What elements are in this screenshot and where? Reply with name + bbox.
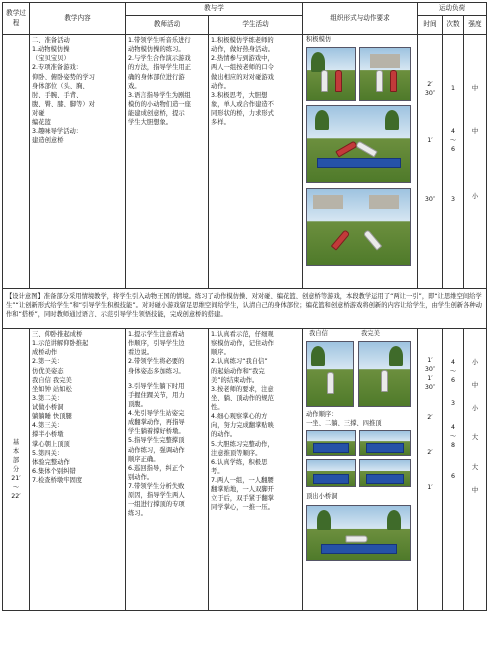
text-line: 手握住踝关节，用力 — [128, 391, 185, 399]
text-line: 两人一组按老师的口令 — [211, 64, 274, 72]
text-line: 6.集体个别纠错 — [32, 467, 76, 475]
text-line: 试做小桥洞 — [32, 404, 64, 411]
text-line: 模仿的小动物们造一座 — [128, 100, 191, 108]
part2-content — [30, 329, 126, 611]
text-line: 3.积极思考，大胆想 — [211, 91, 268, 99]
part1-teacher — [126, 35, 209, 289]
text-line: 多样。 — [211, 119, 230, 127]
text-line: 对碰 — [32, 110, 45, 117]
text-line: 同学掌心，一推一压。 — [211, 504, 274, 512]
text-line: 6.认真学练，积极思 — [211, 458, 268, 466]
text-line: 象，单人或合作建造不 — [211, 100, 274, 108]
header-time: 时间 — [418, 16, 443, 35]
text-line: 的动作。 — [211, 431, 237, 439]
part1-stage — [3, 35, 30, 289]
text-line: 性。 — [211, 404, 224, 411]
text-line: 做出相应的对对碰游戏 — [211, 73, 274, 81]
text-line: 肘、手腕、手背、 — [32, 91, 83, 99]
photo-caption: 积极模仿 — [306, 36, 332, 43]
text-line: 仰卧、俯卧姿势的学习 — [32, 73, 95, 81]
text-line: 1.积极模仿学练老师的 — [211, 37, 274, 44]
order-label: 动作顺序： — [306, 411, 338, 418]
text-line: 体验完整动作 — [32, 458, 70, 466]
part1-org-photos — [303, 35, 418, 289]
photo-caption: 顶出小桥洞 — [306, 493, 338, 500]
photo-imitation-2 — [359, 47, 411, 101]
time-value: 1′ — [427, 357, 433, 364]
text-line: 1.提示学生注意看动 — [128, 331, 185, 338]
header-load: 运动负荷 — [418, 3, 487, 16]
time-value: 1′ — [427, 483, 433, 491]
text-line: 5.指导学生完整撑顶 — [128, 437, 185, 445]
text-line: 2.专项准备游戏： — [32, 64, 83, 72]
intensity-value: 小 — [471, 359, 479, 366]
text-line: 3.趣味导学活动： — [32, 128, 83, 136]
text-line: 2.第一关： — [32, 358, 64, 366]
photo-caption: 我自信 — [309, 330, 328, 337]
intensity-value: 中 — [471, 85, 479, 92]
text-line: 1.认真看示范，仔细观 — [211, 331, 274, 338]
text-line: 1.示范讲解仰卧推起 — [32, 340, 89, 348]
text-line: 3.第二关： — [32, 394, 64, 402]
count-value: 3 — [450, 195, 455, 203]
count-value: 6 — [450, 472, 455, 480]
text-line: 戏。 — [128, 82, 141, 90]
count-value: 3 — [450, 400, 455, 408]
text-line: 学生躺着撑好桥墩。 — [128, 428, 185, 436]
text-line: 5.第四关： — [32, 449, 64, 457]
time-value: 30″ — [424, 384, 436, 392]
count-value: 1 — [450, 85, 455, 92]
count-value: 6 — [450, 377, 455, 385]
text-line: 翻掌贴地，一人双脚开 — [211, 486, 274, 494]
part2-time — [418, 329, 443, 611]
text-line: 撑半小桥墩 — [32, 431, 64, 439]
header-content: 教学内容 — [30, 3, 126, 35]
text-line: 顶腹。 — [128, 400, 147, 408]
part1-intensity — [464, 35, 487, 289]
intensity-value: 大 — [471, 434, 479, 442]
text-line: 的起始动作和“我完 — [211, 367, 265, 375]
text-line: 3.引导学生躺下时用 — [128, 382, 185, 390]
stage-char: 基 — [12, 438, 20, 446]
text-line: 身体姿态多加练习。 — [128, 367, 185, 375]
text-line: 原因，指导学生两人 — [128, 492, 185, 500]
part1-content — [30, 35, 126, 289]
part2-student — [209, 329, 303, 611]
photo-bridge — [306, 505, 411, 561]
text-line: 学生大胆想象。 — [128, 119, 173, 127]
text-line: 动作练习，强调动作 — [128, 446, 185, 454]
intensity-value: 小 — [471, 193, 479, 201]
text-line: 3.语言指导学生为剧组 — [128, 91, 191, 99]
text-line: 1.动物模仿操 — [32, 46, 70, 54]
part2-count — [443, 329, 464, 611]
text-line: 一组进行撑顶的专项 — [128, 501, 185, 509]
text-line: 坐如钟 站如松 — [32, 385, 72, 393]
time-value: 30″ — [424, 196, 436, 204]
text-line: 注意推顶等顺序。 — [211, 449, 262, 457]
photo-step-lie — [359, 430, 411, 456]
text-line: 身体部位（头、胸、 — [32, 82, 89, 90]
text-line: 建造创意桥 — [32, 137, 64, 145]
photo-step-support — [306, 459, 356, 487]
count-value: 8 — [450, 441, 455, 449]
text-line: 察模仿动作，记住动作 — [211, 340, 274, 348]
part1-count — [443, 35, 464, 289]
text-line: 成翻掌动作，再指导 — [128, 419, 185, 427]
time-value: 1′ — [427, 137, 433, 145]
design-intent-note: 【设计意图】准备部分采用情境教学，将学生引入动物王国的情境。练习了动作模仿操、对对碰、编花篮、创意桥等游戏，本段教学运用了“两让一引”，即“让思维空间给学生”“让创新形式给学生”和“引导学生积极技能”。对对碰小游戏留足思维空间给学生，认清自己的身体部位；编花篮和创意桥游戏将创新的内容让给学生，由学生创新各种动作和“搭桥”，同时教师通过语言、示范引导学生领悟技能，完成创意桥的搭建。 — [3, 289, 487, 329]
order-steps: 一坐、二躺、三撑、四推顶 — [306, 420, 382, 427]
time-value: 1′ — [427, 375, 433, 383]
photo-step-push — [359, 459, 411, 487]
stage-char: 本 — [12, 447, 20, 455]
text-line: 7.两人一组，一人翻腰 — [211, 477, 274, 484]
text-line: （宝贝宝贝） — [32, 55, 70, 63]
text-line: 坐、躺、顶动作的规范 — [211, 394, 274, 402]
photo-imitation-1 — [306, 47, 356, 101]
text-line: 2.热情参与到游戏中， — [211, 55, 274, 63]
text-line: 躺躺睡 快顶腿 — [32, 413, 72, 421]
count-value: 4 — [450, 423, 455, 431]
text-line: 成桥动作 — [32, 349, 58, 357]
intensity-value: 中 — [471, 128, 479, 136]
intensity-value: 中 — [471, 382, 479, 390]
stage-char: ～ — [12, 484, 20, 492]
text-line: 练习。 — [128, 510, 147, 518]
header-teach-learn: 教与学 — [126, 3, 303, 16]
header-teacher: 教师活动 — [126, 16, 209, 35]
text-line: 3.按老师的要求，注意 — [211, 385, 274, 393]
time-value: 30″ — [424, 90, 436, 98]
count-value: 4 — [450, 128, 455, 136]
text-line: 确的身体部位进行游 — [128, 73, 185, 81]
text-line: 5.大胆练习完整动作， — [211, 440, 274, 448]
text-line: 2.带领学生将必要的 — [128, 358, 185, 366]
stage-char: 部 — [12, 456, 20, 464]
text-line: 腹、臀、膝、脚等）对 — [32, 100, 95, 108]
text-line: 二、准备活动 — [32, 37, 70, 44]
text-line: 4.细心观察掌心的方 — [211, 413, 268, 421]
count-value: 4 — [450, 359, 455, 366]
text-line: 向，努力完成翻掌贴映 — [211, 422, 274, 430]
text-line: 三、仰卧推起成桥 — [32, 331, 83, 338]
text-line: 仿优美姿态 — [32, 367, 64, 375]
text-line: 2.与学生合作演示游戏 — [128, 55, 191, 63]
part2-intensity — [464, 329, 487, 611]
intensity-value: 中 — [471, 486, 479, 494]
photo-creative-bridge — [306, 188, 411, 266]
lesson-plan-table — [2, 2, 487, 611]
count-value: ～ — [449, 137, 457, 145]
intensity-value: 大 — [471, 463, 479, 471]
intensity-value: 小 — [471, 405, 479, 413]
text-line: 4.第三关： — [32, 422, 64, 430]
text-line: 作顺序，引导学生边 — [128, 340, 185, 348]
photo-posture-2 — [358, 341, 411, 407]
text-line: 1.带领学生听音乐进行 — [128, 37, 191, 44]
header-intensity: 强度 — [464, 16, 487, 35]
part2-org-photos — [303, 329, 418, 611]
text-line: 顺序正确。 — [128, 455, 160, 463]
header-org: 组织形式与动作要求 — [303, 3, 418, 35]
count-value: 6 — [450, 146, 455, 154]
part2-stage — [3, 329, 30, 611]
text-line: 的方法，指导学生用正 — [128, 64, 191, 72]
text-line: 7.检查桥墩牢固度 — [32, 477, 83, 484]
photo-pair-game — [306, 105, 411, 183]
text-line: 能建成创意桥，提示 — [128, 110, 185, 117]
stage-char: 22′ — [11, 493, 21, 501]
time-value: 30″ — [424, 366, 436, 374]
text-line: 立于后，双手紧于翻掌 — [211, 495, 274, 503]
text-line: 顺序。 — [211, 349, 230, 357]
text-line: 4.先引导学生站姿完 — [128, 410, 185, 417]
text-line: 别动作。 — [128, 473, 154, 481]
part1-student — [209, 35, 303, 289]
part2-teacher — [126, 329, 209, 611]
text-line: 美”的结束动作。 — [211, 376, 259, 384]
text-line: 我自信 我完美 — [32, 376, 72, 384]
text-line: 考。 — [211, 467, 224, 475]
time-value: 2′ — [427, 81, 433, 88]
text-line: 7.带领学生分析失败 — [128, 483, 185, 490]
header-count: 次数 — [443, 16, 464, 35]
photo-posture-1 — [306, 341, 354, 407]
stage-char: 分 — [12, 465, 20, 473]
part1-time — [418, 35, 443, 289]
time-value: 2′ — [427, 448, 433, 456]
text-line: 同形状的桥，力求形式 — [211, 110, 274, 117]
count-value: ～ — [449, 432, 457, 440]
text-line: 动作，做好热身活动。 — [211, 46, 274, 54]
stage-char: 21′ — [11, 475, 21, 483]
header-stage: 教学过程 — [3, 3, 30, 35]
photo-caption: 我完美 — [361, 330, 380, 337]
text-line: 动作。 — [211, 82, 230, 90]
text-line: 动物模仿操的练习。 — [128, 46, 185, 54]
text-line: 6.巡回指导，纠正个 — [128, 464, 185, 472]
text-line: 看边说。 — [128, 349, 154, 357]
photo-step-sit — [306, 430, 356, 456]
header-student: 学生活动 — [209, 16, 303, 35]
text-line: 编花篮 — [32, 119, 51, 127]
time-value: 2′ — [427, 413, 433, 421]
count-value: ～ — [449, 368, 457, 376]
text-line: 2.认真练习“我自信” — [211, 358, 268, 366]
text-line: 掌心朝上顶顶 — [32, 440, 70, 448]
